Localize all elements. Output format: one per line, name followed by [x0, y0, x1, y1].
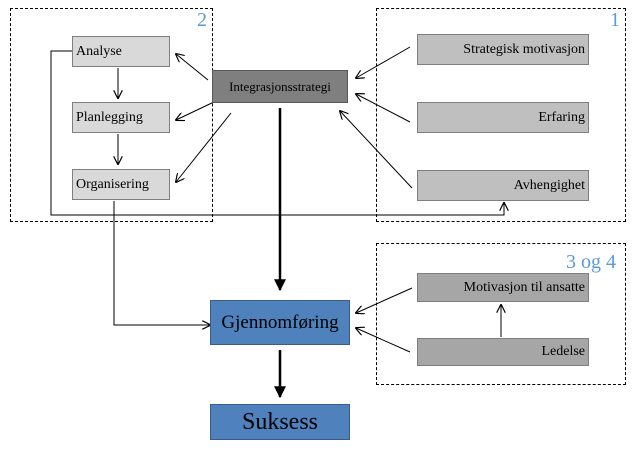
arrow-avhengighet-to-integrasjon	[340, 111, 412, 188]
box-motivasjon-til-ansatte: Motivasjon til ansatte	[417, 273, 589, 302]
box-strategisk-motivasjon: Strategisk motivasjon	[417, 34, 589, 65]
frame-3-og-4-number: 3 og 4	[566, 251, 616, 273]
box-erfaring: Erfaring	[417, 102, 589, 133]
box-planlegging: Planlegging	[72, 102, 170, 133]
box-avhengighet: Avhengighet	[417, 170, 589, 201]
box-suksess: Suksess	[210, 404, 350, 440]
arrow-strategisk-to-integrasjon	[356, 47, 410, 78]
box-gjennomforing: Gjennomføring	[210, 300, 350, 345]
box-integrasjonsstrategi: Integrasjonsstrategi	[212, 70, 348, 103]
arrow-erfaring-to-integrasjon	[356, 94, 410, 122]
arrow-integrasjon-to-planlegging	[176, 101, 216, 120]
box-ledelse: Ledelse	[417, 338, 589, 366]
arrow-organisering-to-gjennomforing	[114, 201, 210, 325]
frame-2-number: 2	[197, 9, 207, 31]
box-analyse: Analyse	[72, 36, 170, 67]
frame-1-number: 1	[610, 9, 620, 31]
arrow-integrasjon-to-organisering	[176, 113, 231, 182]
arrow-integrasjon-to-analyse	[176, 54, 208, 80]
arrow-motivasjon-to-gjennomforing	[356, 288, 412, 313]
arrow-ledelse-to-gjennomforing	[356, 328, 410, 352]
box-organisering: Organisering	[72, 169, 170, 200]
